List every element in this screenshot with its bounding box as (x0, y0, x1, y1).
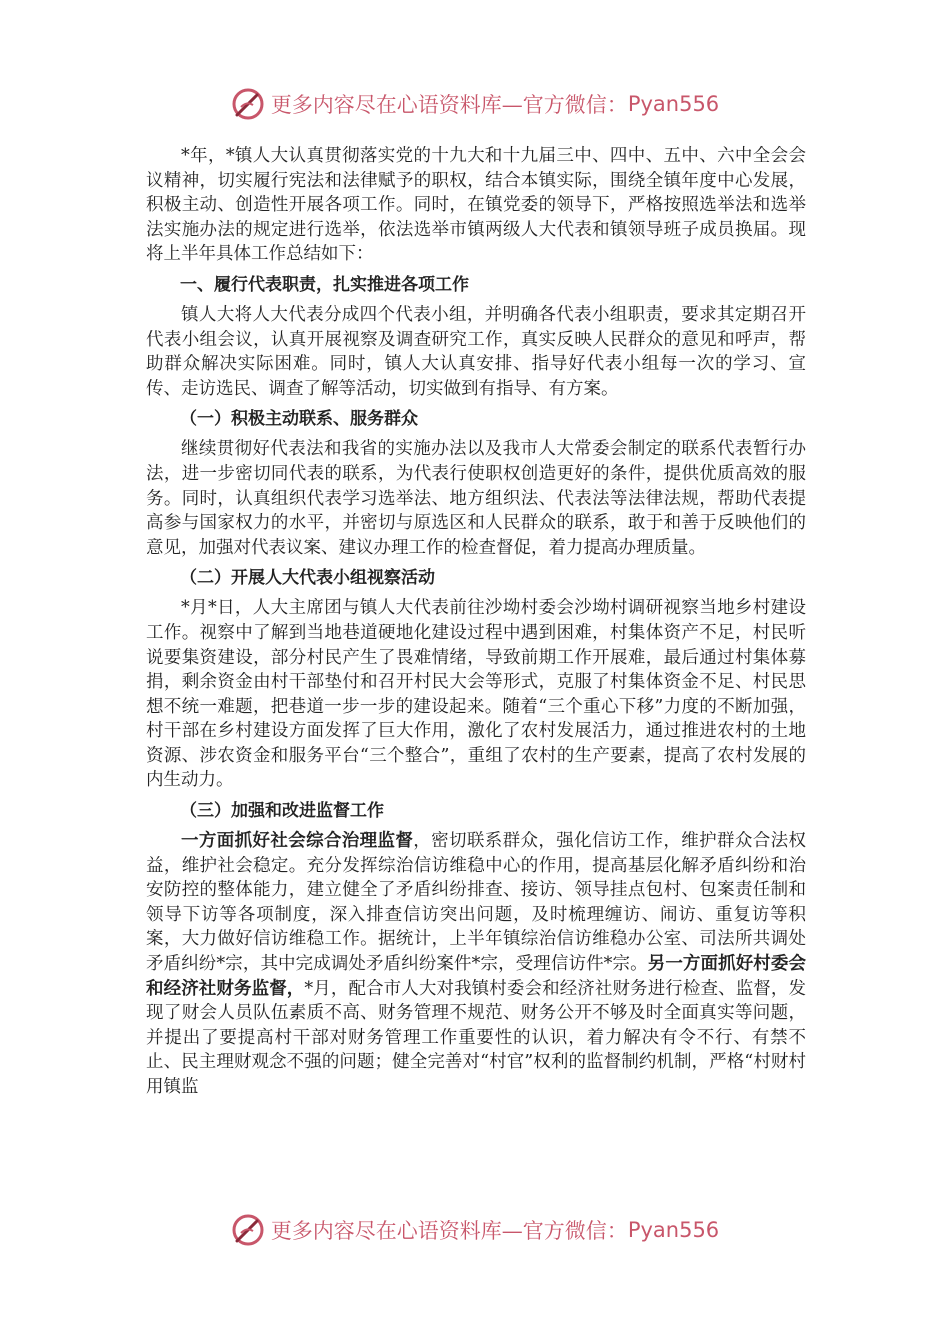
footer-watermark-banner (0, 1210, 950, 1250)
banner-wechat-id: Pyan556 (627, 92, 720, 116)
paragraph-text-1: ，密切联系群众，强化信访工作，维护群众合法权益，维护社会稳定。充分发挥综治信访维稳中心的作用，提高基层化解矛盾纠纷和治安防控的整体能力，建立健全了矛盾纠纷排查、接访、领导挂点包村、包案责任制和领导下访等各项制度，深入排查信访突出问题，及时梳理缠访、闹访、重复访等积案，大力做好信访维稳工作。据统计，上半年镇综治信访维稳办公室、司法所共调处矛盾纠纷*宗，其中完成调处矛盾纠纷案件*宗，受理信访件*宗。 (146, 831, 807, 975)
banner-text: 更多内容尽在心语资料库—官方微信： (270, 1219, 628, 1243)
bold-lead-2: 另一方面抓好村委会和经济社财务监督， (146, 954, 807, 999)
section-1-paragraph: 镇人大将人大代表分成四个代表小组，并明确各代表小组职责，要求其定期召开代表小组会议，认真开展视察及调查研究工作，真实反映人民群众的意见和呼声，帮助群众解决实际困难。同时，镇人大认真安排、指导好代表小组每一次的学习、宣传、走访选民、调查了解等活动，切实做到有指导、有方案。 (146, 304, 806, 399)
banner-text: 更多内容尽在心语资料库—官方微信： (270, 93, 628, 117)
bold-lead-1: 一方面抓好社会综合治理监督 (181, 831, 414, 852)
subsection-3-paragraph (146, 829, 806, 1100)
pen-logo-icon (231, 1213, 265, 1247)
document-body (146, 144, 806, 1100)
header-watermark-banner (0, 84, 950, 124)
pen-logo-icon (231, 87, 265, 121)
subsection-1-paragraph: 继续贯彻好代表法和我省的实施办法以及我市人大常委会制定的联系代表暂行办法，进一步密切同代表的联系，为代表行使职权创造更好的条件，提供优质高效的服务。同时，认真组织代表学习选举法、地方组织法、代表法等法律法规，帮助代表提高参与国家权力的水平，并密切与原选区和人民群众的联系，敢于和善于反映他们的意见，加强对代表议案、建议办理工作的检查督促，着力提高办理质量。 (146, 439, 806, 558)
subsection-heading-2: （二）开展人大代表小组视察活动 (180, 568, 435, 589)
intro-paragraph: *年，*镇人大认真贯彻落实党的十九大和十九届三中、四中、五中、六中全会会议精神，切实履行宪法和法律赋予的职权，结合本镇实际，围绕全镇年度中心发展，积极主动、创造性开展各项工作。同时，在镇党委的领导下，严格按照选举法和选举法实施办法的规定进行选举，依法选举市镇两级人大代表和镇领导班子成员换届。现将上半年具体工作总结如下： (146, 146, 806, 265)
section-heading-1: 一、履行代表职责，扎实推进各项工作 (180, 274, 469, 295)
paragraph-text-2: *月，配合市人大对我镇村委会和经济社财务进行检查、监督，发现了财会人员队伍素质不高、财务管理不规范、财务公开不够及时全面真实等问题，并提出了要提高村干部对财务管理工作重要性的认识，着力解决有令不行、有禁不止、民主理财观念不强的问题；健全完善对“村官”权利的监督制约机制，严格“村财村用镇监 (146, 978, 807, 1097)
subsection-2-paragraph: *月*日，人大主席团与镇人大代表前往沙坳村委会沙坳村调研视察当地乡村建设工作。视察中了解到当地巷道硬地化建设过程中遇到困难，村集体资产不足，村民听说要集资建设，部分村民产生了畏难情绪，导致前期工作开展难，最后通过村集体募捐，剩余资金由村干部垫付和召开村民大会等形式，克服了村集体资金不足、村民思想不统一难题，把巷道一步一步的建设起来。随着“三个重心下移”力度的不断加强，村干部在乡村建设方面发挥了巨大作用，激化了农村发展活力，通过推进农村的土地资源、涉农资金和服务平台“三个整合”，重组了农村的生产要素，提高了农村发展的内生动力。 (146, 598, 806, 791)
subsection-heading-1: （一）积极主动联系、服务群众 (180, 409, 418, 430)
banner-wechat-id: Pyan556 (627, 1218, 720, 1242)
subsection-heading-3: （三）加强和改进监督工作 (180, 801, 384, 822)
